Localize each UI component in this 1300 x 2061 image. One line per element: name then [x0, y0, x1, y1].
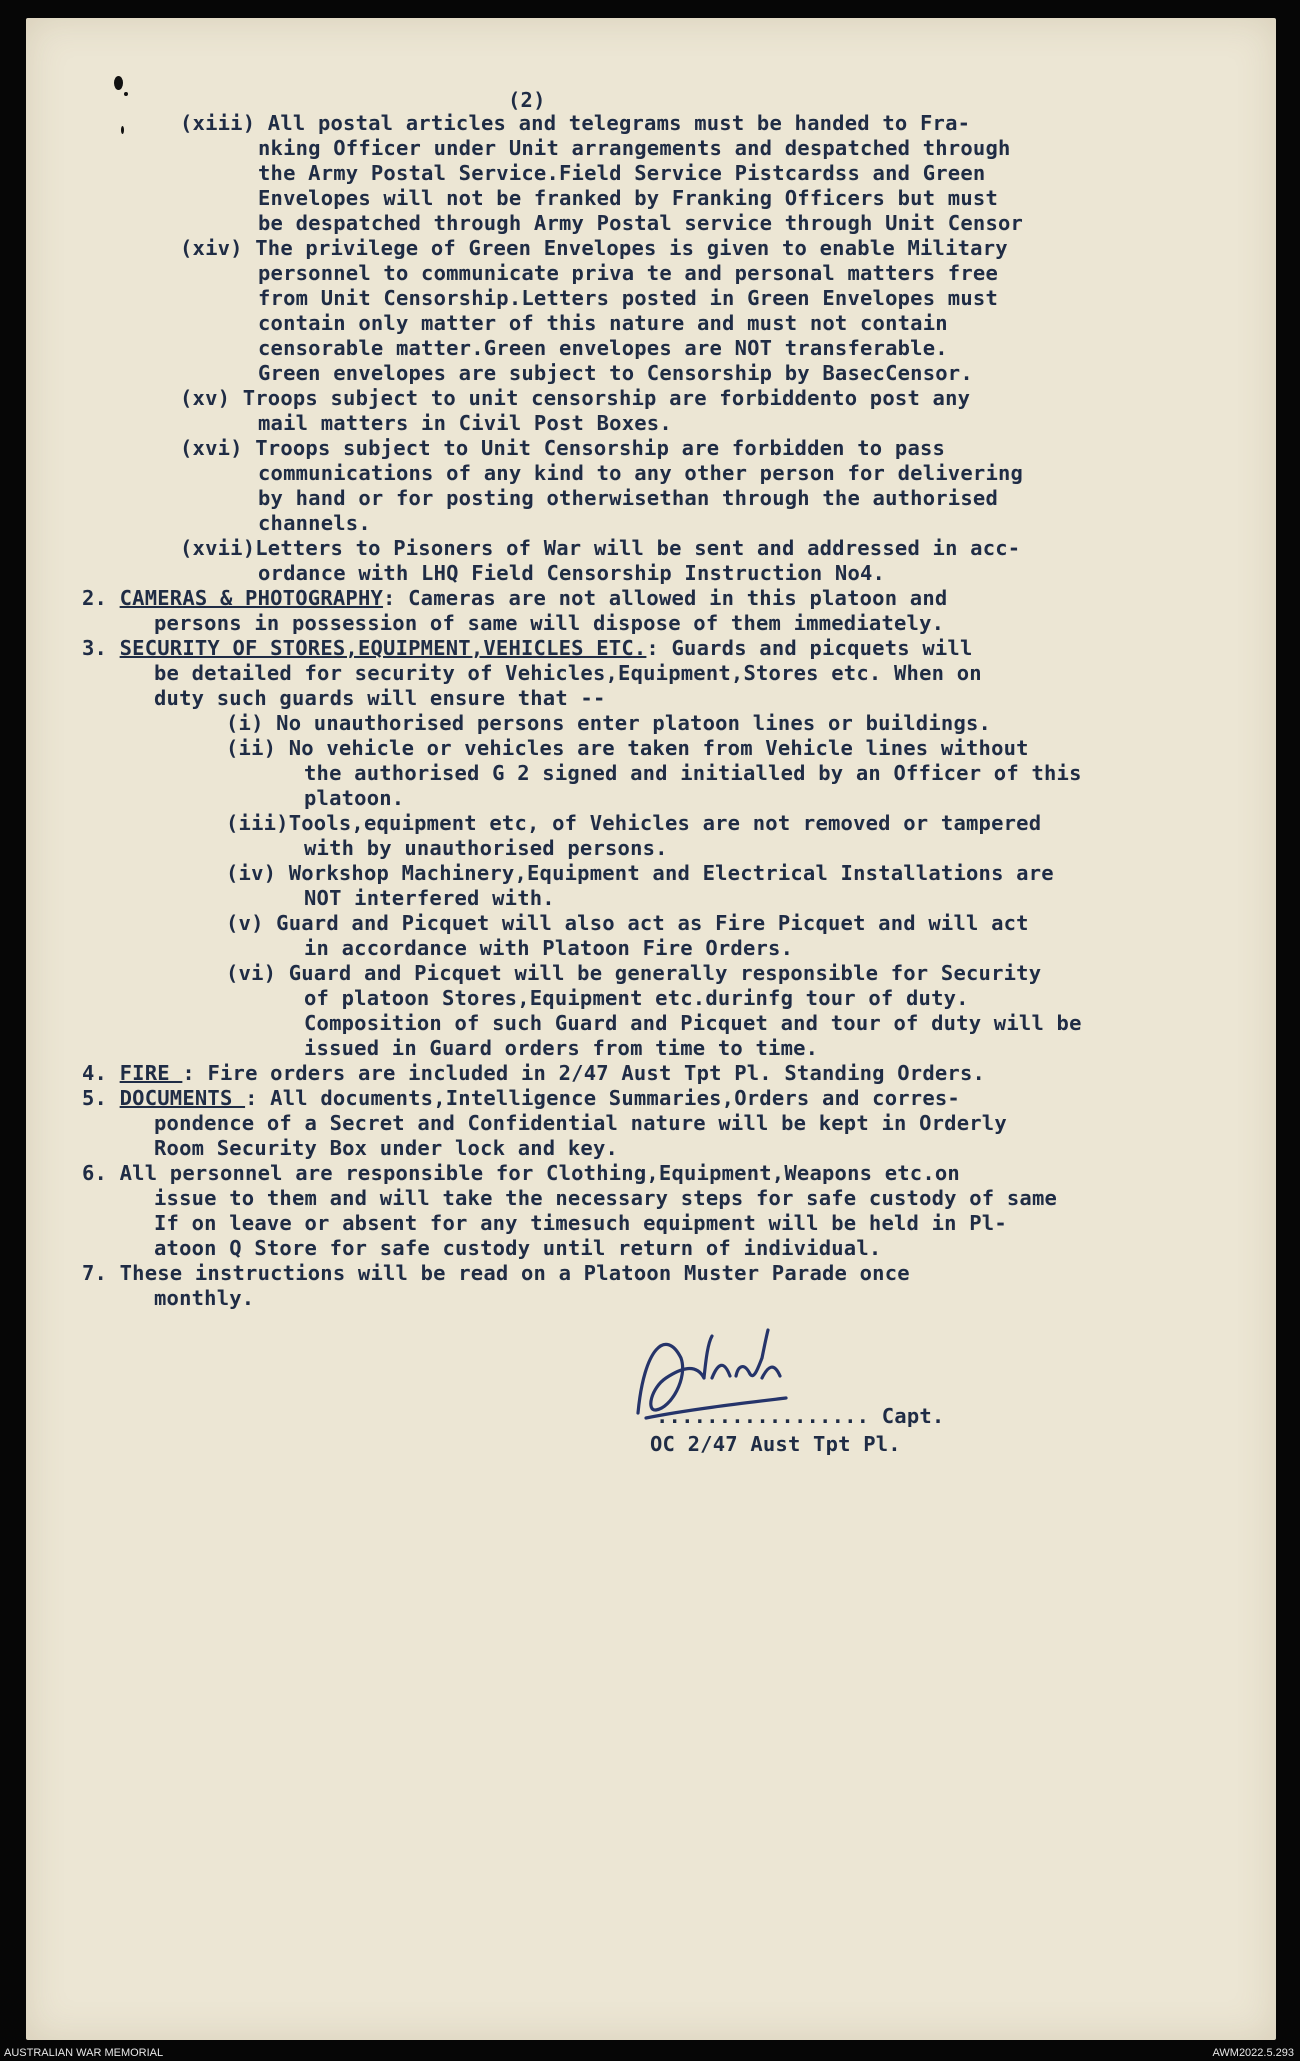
para-xiv-line-3: from Unit Censorship.Letters posted in Green Envelopes must: [258, 286, 998, 310]
section-6-line-3: If on leave or absent for any timesuch equipment will be held in Pl-: [154, 1211, 1007, 1235]
section-3-item-vi-line-2: of platoon Stores,Equipment etc.durinfg tour of duty.: [304, 986, 969, 1010]
section-3-item-vi-line-4: issued in Guard orders from time to time.: [304, 1036, 819, 1060]
section-3-item-i: (i) No unauthorised persons enter platoon lines or buildings.: [226, 711, 992, 735]
para-xiv-line-1: (xiv) The privilege of Green Envelopes is given to enable Military: [180, 236, 1008, 260]
para-xiv-line-5: censorable matter.Green envelopes are NOT transferable.: [258, 336, 948, 360]
section-3-item-ii-line-3: platoon.: [304, 786, 405, 810]
para-xiii-line-2: nking Officer under Unit arrangements and despatched through: [258, 136, 1011, 160]
section-5-line-2: pondence of a Secret and Confidential nature will be kept in Orderly: [154, 1111, 1007, 1135]
para-xiii-line-4: Envelopes will not be franked by Franking Officers but must: [258, 186, 998, 210]
section-3-item-iv-line-1: (iv) Workshop Machinery,Equipment and Electrical Installations are: [226, 861, 1054, 885]
section-5-line-3: Room Security Box under lock and key.: [154, 1136, 619, 1160]
ink-mark: [121, 126, 124, 134]
heading-underlined: DOCUMENTS: [119, 1086, 246, 1110]
para-xiv-line-2: personnel to communicate priva te and personal matters free: [258, 261, 998, 285]
section-3-item-v-line-2: in accordance with Platoon Fire Orders.: [304, 936, 794, 960]
footer-accession-number: AWM2022.5.293: [1212, 2047, 1294, 2059]
section-7-line-2: monthly.: [154, 1286, 255, 1310]
heading-underlined: FIRE: [119, 1061, 183, 1085]
para-xvi-line-3: by hand or for posting otherwisethan through the authorised: [258, 486, 998, 510]
para-xvii-line-2: ordance with LHQ Field Censorship Instruction No4.: [258, 561, 886, 585]
footer-institution: AUSTRALIAN WAR MEMORIAL: [4, 2047, 164, 2059]
section-5-line-1: 5. DOCUMENTS : All documents,Intelligence Summaries,Orders and corres-: [82, 1086, 960, 1110]
para-xvii-line-1: (xvii)Letters to Pisoners of War will be sent and addressed in acc-: [180, 536, 1021, 560]
section-3-item-iv-line-2: NOT interfered with.: [304, 886, 555, 910]
section-3-item-ii-line-2: the authorised G 2 signed and initialled by an Officer of this: [304, 761, 1082, 785]
section-3-item-iii-line-2: with by unauthorised persons.: [304, 836, 668, 860]
para-xiii-line-3: the Army Postal Service.Field Service Pistcardss and Green: [258, 161, 986, 185]
section-6-line-2: issue to them and will take the necessary steps for safe custody of same: [154, 1186, 1058, 1210]
para-xvi-line-4: channels.: [258, 511, 371, 535]
para-xv-line-1: (xv) Troops subject to unit censorship are forbiddento post any: [180, 386, 971, 410]
section-3-item-iii-line-1: (iii)Tools,equipment etc, of Vehicles are not removed or tampered: [226, 811, 1042, 835]
section-3-line-3: duty such guards will ensure that --: [154, 686, 606, 710]
section-3-item-vi-line-1: (vi) Guard and Picquet will be generally responsible for Security: [226, 961, 1042, 985]
section-3-line-2: be detailed for security of Vehicles,Equipment,Stores etc. When on: [154, 661, 982, 685]
section-2-line-2: persons in possession of same will dispose of them immediately.: [154, 611, 945, 635]
signature-line-capt: ................. Capt.: [656, 1404, 945, 1428]
para-xiv-line-4: contain only matter of this nature and must not contain: [258, 311, 948, 335]
para-xiii-line-5: be despatched through Army Postal service through Unit Censor: [258, 211, 1024, 235]
para-xiii-line-1: (xiii) All postal articles and telegrams must be handed to Fra-: [180, 111, 971, 135]
ink-mark: [124, 92, 128, 96]
page-number: (2): [508, 88, 546, 112]
section-3-item-vi-line-3: Composition of such Guard and Picquet and tour of duty will be: [304, 1011, 1082, 1035]
section-6-line-4: atoon Q Store for safe custody until return of individual.: [154, 1236, 882, 1260]
section-3-item-ii-line-1: (ii) No vehicle or vehicles are taken from Vehicle lines without: [226, 736, 1029, 760]
heading-underlined: CAMERAS & PHOTOGRAPHY: [119, 586, 384, 610]
para-xv-line-2: mail matters in Civil Post Boxes.: [258, 411, 672, 435]
section-6-line-1: 6. All personnel are responsible for Clothing,Equipment,Weapons etc.on: [82, 1161, 960, 1185]
para-xiv-line-6: Green envelopes are subject to Censorship by BasecCensor.: [258, 361, 973, 385]
section-2-line-1: 2. CAMERAS & PHOTOGRAPHY: Cameras are not allowed in this platoon and: [82, 586, 948, 610]
section-7-line-1: 7. These instructions will be read on a Platoon Muster Parade once: [82, 1261, 910, 1285]
para-xvi-line-2: communications of any kind to any other person for delivering: [258, 461, 1024, 485]
section-4: 4. FIRE : Fire orders are included in 2/47 Aust Tpt Pl. Standing Orders.: [82, 1061, 986, 1085]
document-page: [26, 18, 1276, 2040]
ink-mark: [114, 76, 123, 90]
signature-line-unit: OC 2/47 Aust Tpt Pl.: [650, 1432, 901, 1456]
section-3-item-v-line-1: (v) Guard and Picquet will also act as Fire Picquet and will act: [226, 911, 1029, 935]
para-xvi-line-1: (xvi) Troops subject to Unit Censorship are forbidden to pass: [180, 436, 946, 460]
heading-underlined: SECURITY OF STORES,EQUIPMENT,VEHICLES ETC.: [119, 636, 647, 660]
section-3-line-1: 3. SECURITY OF STORES,EQUIPMENT,VEHICLES ETC.: Guards and picquets will: [82, 636, 973, 660]
